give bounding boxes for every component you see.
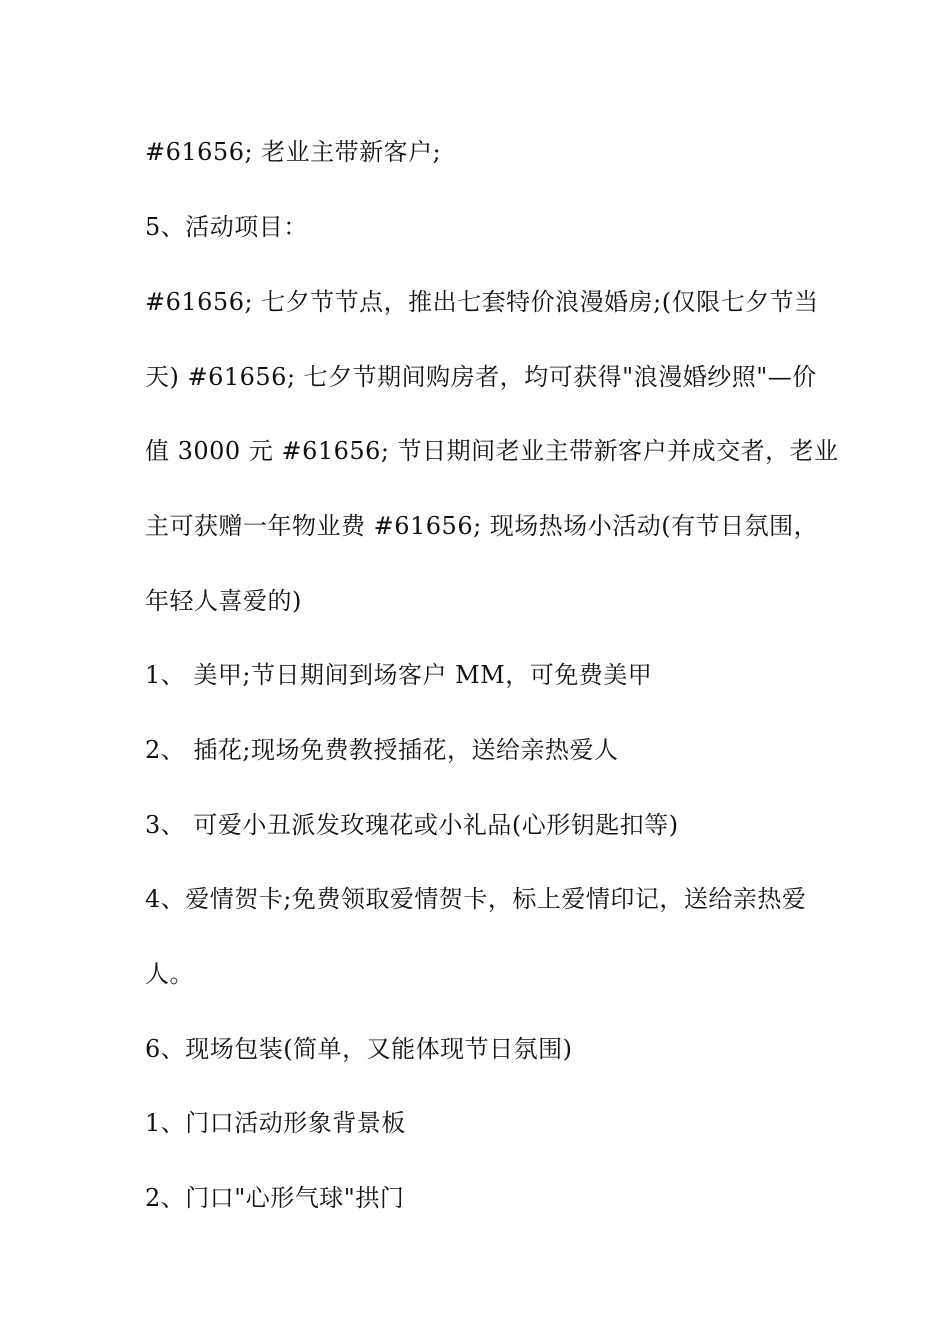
list-item: 3、 可爱小丑派发玫瑰花或小礼品(心形钥匙扣等)	[145, 811, 679, 839]
text-line: 天) #61656; 七夕节期间购房者，均可获得"浪漫婚纱照"—价	[145, 363, 817, 391]
list-item: 1、门口活动形象背景板	[145, 1109, 406, 1137]
text-line: 年轻人喜爱的)	[145, 587, 302, 615]
list-item: 2、门口"心形气球"拱门	[145, 1184, 405, 1212]
text-line: 值 3000 元 #61656; 节日期间老业主带新客户并成交者，老业	[145, 437, 839, 465]
text-line: 主可获赠一年物业费 #61656; 现场热场小活动(有节日氛围，	[145, 512, 819, 540]
section-heading: 6、现场包装(简单，又能体现节日氛围)	[145, 1035, 573, 1063]
list-item: 4、爱情贺卡;免费领取爱情贺卡，标上爱情印记，送给亲热爱	[145, 885, 807, 913]
section-heading: 5、活动项目：	[145, 213, 308, 241]
list-item: 1、 美甲;节日期间到场客户 MM，可免费美甲	[145, 661, 653, 689]
text-line: #61656; 七夕节节点，推出七套特价浪漫婚房;(仅限七夕节当	[145, 288, 819, 316]
text-line: 人。	[145, 960, 194, 988]
text-line: #61656; 老业主带新客户;	[145, 138, 442, 166]
list-item: 2、 插花;现场免费教授插花，送给亲热爱人	[145, 736, 619, 764]
